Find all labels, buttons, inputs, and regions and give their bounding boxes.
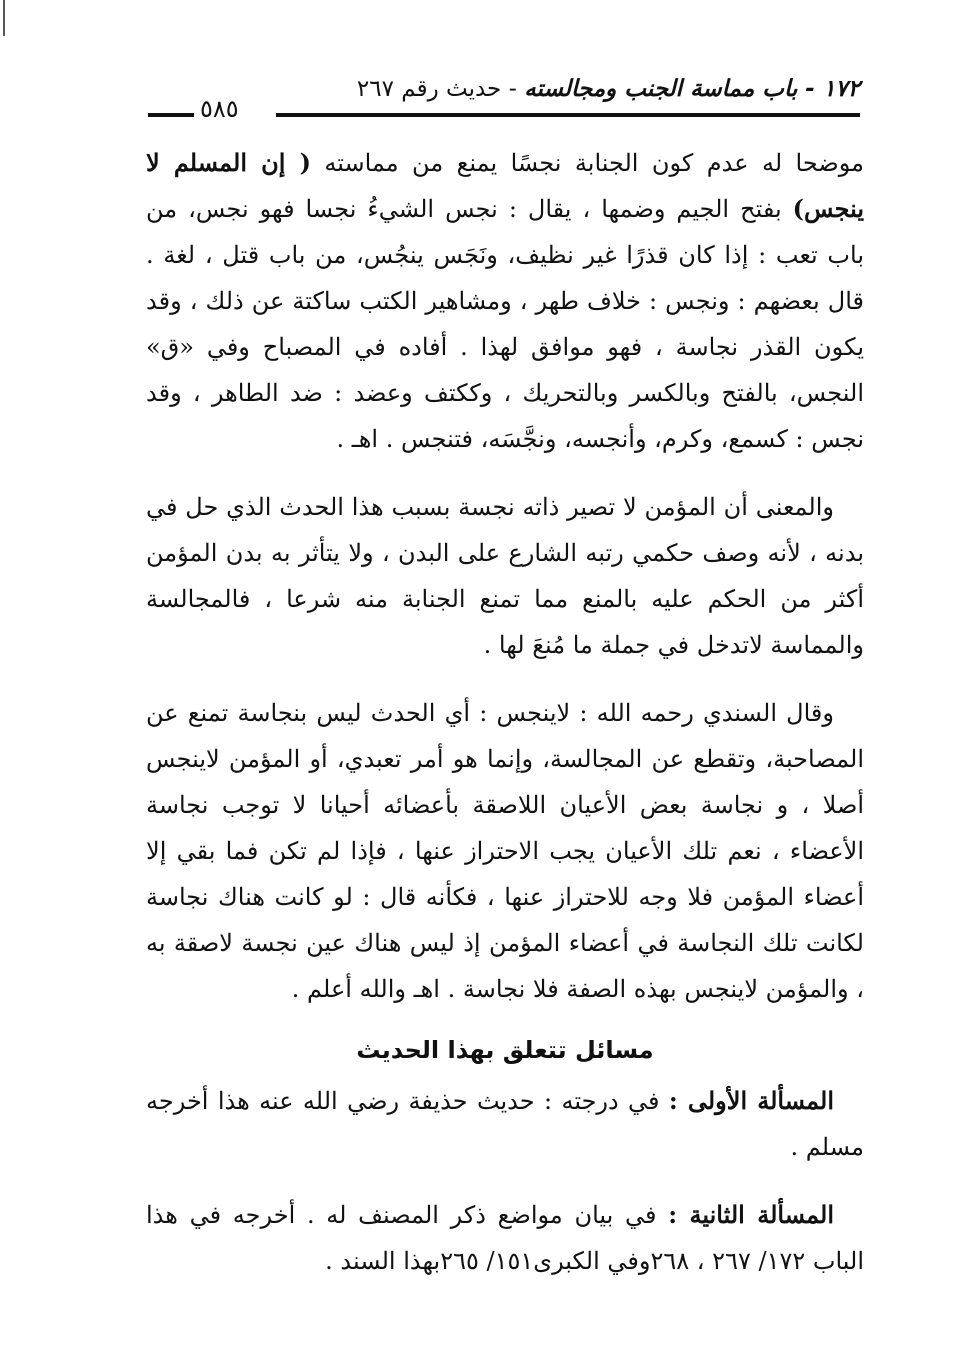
- issue-two-label: المسألة الثانية :: [668, 1200, 835, 1229]
- page-number: ٥٨٥: [200, 95, 239, 123]
- paragraph-lead: موضحا له عدم كون الجنابة نجسًا يمنع من مماسته: [310, 149, 864, 177]
- issue-one: [146, 1078, 864, 1170]
- chapter-title: ١٧٢ - باب مماسة الجنب ومجالسته: [524, 76, 860, 102]
- page-number-rule: [148, 113, 194, 117]
- paragraph-meaning: والمعنى أن المؤمن لا تصير ذاته نجسة بسبب هذا الحدث الذي حل في بدنه ، لأنه وصف حكمي رتبه الشارع على البدن ، ولا يتأثر به بدن المؤمن أكثر من الحكم عليه بالمنع مما تمنع الجنابة منه شرعا ، فالمجالسة والمماسة لاتدخل في جملة ما مُنعَ لها .: [146, 493, 864, 659]
- text-body: [146, 140, 864, 1284]
- issue-one-text: في درجته : حديث حذيفة رضي الله عنه هذا أخرجه مسلم .: [146, 1087, 864, 1161]
- running-header: [148, 72, 860, 124]
- issue-two: [146, 1192, 864, 1284]
- page-edge-mark: [3, 0, 5, 36]
- issue-one-label: المسألة الأولى :: [668, 1086, 834, 1115]
- hadith-quote: ( إن المسلم لا ينجس): [146, 148, 864, 223]
- hadith-number-label: - حديث رقم ٢٦٧: [356, 76, 525, 102]
- paragraph-lexical-explanation: [146, 140, 864, 462]
- section-heading: مسائل تتعلق بهذا الحديث: [356, 1036, 654, 1064]
- paragraph-sindi-commentary: وقال السندي رحمه الله : لاينجس : أي الحدث ليس بنجاسة تمنع عن المصاحبة، وتقطع عن المجالسة، وإنما هو أمر تعبدي، أو المؤمن لاينجس أصلا ، و نجاسة بعض الأعيان اللاصقة بأعضائه أحيانا لا توجب نجاسة الأعضاء ، نعم تلك الأعيان يجب الاحتراز عنها ، فإذا لم تكن فما بقي إلا أعضاء المؤمن فلا وجه للاحتراز عنها ، فكأنه قال : لو كانت هناك نجاسة لكانت تلك النجاسة في أعضاء المؤمن إذ ليس هناك عين نجسة لاصقة به ، والمؤمن لاينجس بهذه الصفة فلا نجاسة . اهـ والله أعلم .: [146, 699, 865, 1003]
- header-rule: [276, 113, 860, 117]
- paragraph-rest: بفتح الجيم وضمها ، يقال : نجس الشيءُ نجسا فهو نجس، من باب تعب : إذا كان قذرًا غير نظيف، ونَجَس ينجُس، من باب قتل ، لغة . قال بعضهم : ونجس : خلاف طهر ، ومشاهير الكتب ساكتة عن ذلك ، وقد يكون القذر نجاسة ، فهو موافق لهذا . أفاده في المصباح وفي «ق» النجس، بالفتح وبالكسر وبالتحريك ، وككتف وعضد : ضد الطاهر ، وقد نجس : كسمع، وكرم، وأنجسه، ونجَّسَه، فتنجس . اهـ .: [146, 195, 864, 453]
- header-title: [357, 72, 860, 106]
- issue-two-text: في بيان مواضع ذكر المصنف له . أخرجه في هذا الباب ١٧٢/ ٢٦٧ ، ٢٦٨وفي الكبرى١٥١/ ٢٦٥بهذا السند .: [146, 1201, 864, 1275]
